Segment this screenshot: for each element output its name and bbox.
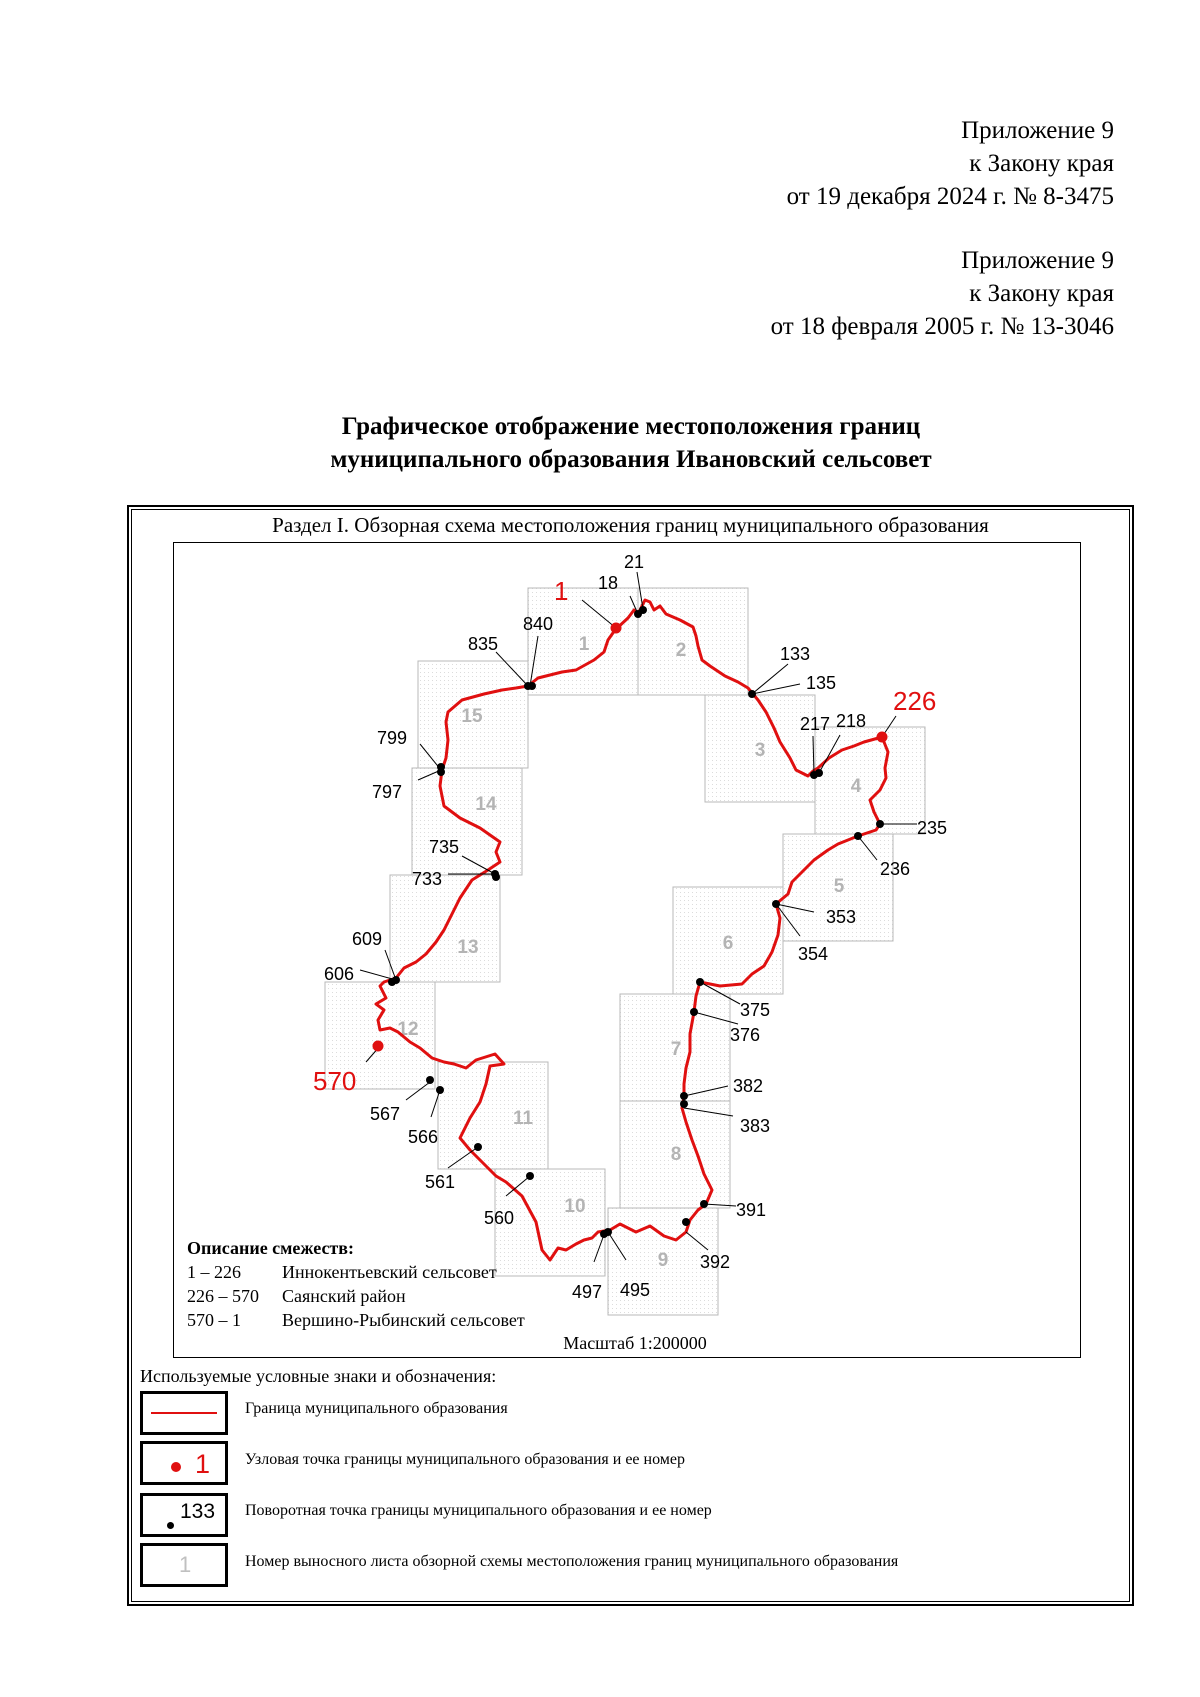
adjacency-range: 226 – 570 xyxy=(187,1286,259,1306)
turn-point-dot xyxy=(474,1143,482,1151)
sheet-label: 9 xyxy=(657,1250,669,1271)
turn-point-label: 799 xyxy=(377,728,408,748)
section-title: Раздел I. Обзорная схема местоположения границ муниципального образования xyxy=(272,513,989,537)
turn-point-dot xyxy=(690,1008,698,1016)
turn-point-dot xyxy=(772,900,780,908)
title-line-1: Графическое отображение местоположения границ xyxy=(341,413,921,440)
adjacency-description xyxy=(187,1236,525,1332)
turn-point-dot xyxy=(600,1230,608,1238)
turn-point-label: 567 xyxy=(370,1104,401,1124)
turn-point-label: 375 xyxy=(740,1000,771,1020)
appendix-law-ref: к Закону края xyxy=(969,150,1114,177)
turn-point-dot xyxy=(437,768,445,776)
turn-point-label: 840 xyxy=(523,614,554,634)
turn-point-label: 797 xyxy=(372,782,403,802)
turn-point-dot xyxy=(526,1172,534,1180)
sheet-label: 3 xyxy=(754,740,766,761)
turn-point-dot xyxy=(700,1200,708,1208)
sheet-grid xyxy=(325,588,925,1315)
legend-text: Поворотная точка границы муниципального образования и ее номер xyxy=(245,1502,712,1519)
sheet-label: 10 xyxy=(564,1196,586,1217)
turn-point-dot xyxy=(436,1086,444,1094)
turn-point-label: 606 xyxy=(324,964,355,984)
map-scale: Масштаб 1:200000 xyxy=(563,1333,707,1353)
turn-point-dot xyxy=(680,1100,688,1108)
legend-symbol-boundary xyxy=(140,1391,228,1435)
sheet-label: 15 xyxy=(461,706,483,727)
sheet-label: 12 xyxy=(397,1019,419,1040)
turn-point-dot xyxy=(492,873,500,881)
node-point-label: 1 xyxy=(554,576,569,606)
sheet-number-symbol: 1 xyxy=(179,1552,192,1577)
turn-point-dot xyxy=(426,1076,434,1084)
sheet-label: 4 xyxy=(850,776,862,797)
appendix-law-date: от 19 декабря 2024 г. № 8-3475 xyxy=(786,183,1114,210)
boundary-line-symbol xyxy=(151,1412,217,1414)
adjacency-row xyxy=(187,1260,525,1284)
legend-symbol-sheet-number xyxy=(140,1543,228,1587)
sheet-label: 1 xyxy=(578,634,590,655)
turn-point-label: 733 xyxy=(412,869,443,889)
adjacency-neighbor: Иннокентьевский сельсовет xyxy=(282,1262,497,1282)
legend-symbol-node-point xyxy=(140,1441,228,1485)
adjacency-range: 1 – 226 xyxy=(187,1262,241,1282)
sheet-label: 7 xyxy=(670,1039,682,1060)
turn-point-label: 609 xyxy=(352,929,383,949)
node-point-label: 226 xyxy=(893,686,937,716)
turn-point-label: 835 xyxy=(468,634,499,654)
turn-point-label: 382 xyxy=(733,1076,764,1096)
legend-text: Номер выносного листа обзорной схемы местоположения границ муниципального образования xyxy=(245,1553,899,1570)
sheet-label: 13 xyxy=(457,937,479,958)
turn-point-dot xyxy=(876,820,884,828)
adjacency-range: 570 – 1 xyxy=(187,1310,241,1330)
turn-point-dot xyxy=(639,606,647,614)
turn-point-label: 392 xyxy=(700,1252,731,1272)
turn-point-label: 735 xyxy=(429,837,460,857)
turn-point-label: 133 xyxy=(780,644,811,664)
sheet-label: 2 xyxy=(675,640,687,661)
sheet-label: 14 xyxy=(475,794,497,815)
node-point-symbol-number: 1 xyxy=(195,1449,211,1479)
turn-point-dot xyxy=(854,832,862,840)
node-point-dot xyxy=(877,732,888,743)
title-line-2: муниципального образования Ивановский сельсовет xyxy=(330,446,932,473)
sheet-label: 6 xyxy=(722,933,734,954)
turn-point-label: 391 xyxy=(736,1200,767,1220)
turn-point-label: 135 xyxy=(806,673,837,693)
turn-point-label: 376 xyxy=(730,1025,761,1045)
turn-point-dot xyxy=(696,978,704,986)
turn-point-label: 236 xyxy=(880,859,911,879)
turn-point-label: 217 xyxy=(800,714,831,734)
turn-point-symbol-number: 133 xyxy=(180,1500,216,1523)
adjacency-neighbor: Вершино-Рыбинский сельсовет xyxy=(282,1310,525,1330)
sheet-label: 11 xyxy=(512,1108,534,1129)
legend-text: Узловая точка границы муниципального образования и ее номер xyxy=(245,1451,686,1468)
appendix-law-ref: к Закону края xyxy=(969,280,1114,307)
turn-point-label: 21 xyxy=(624,552,645,572)
appendix-number: Приложение 9 xyxy=(961,247,1114,274)
appendix-law-date: от 18 февраля 2005 г. № 13-3046 xyxy=(770,313,1114,340)
node-point-symbol xyxy=(171,1462,181,1472)
turn-point-dot xyxy=(682,1218,690,1226)
legend-text: Граница муниципального образования xyxy=(245,1400,508,1417)
turn-point-label: 353 xyxy=(826,907,857,927)
adjacency-title: Описание смежеств: xyxy=(187,1238,354,1258)
legend-symbol-turn-point xyxy=(140,1493,228,1537)
sheet-label: 5 xyxy=(833,876,845,897)
turn-point-label: 18 xyxy=(598,573,619,593)
legend-title: Используемые условные знаки и обозначения: xyxy=(140,1366,497,1386)
turn-point-label: 497 xyxy=(572,1282,603,1302)
turn-point-symbol xyxy=(167,1522,174,1529)
turn-point-label: 218 xyxy=(836,711,867,731)
node-point-label: 570 xyxy=(313,1066,357,1096)
sheet-label: 8 xyxy=(670,1144,682,1165)
turn-point-label: 495 xyxy=(620,1280,651,1300)
turn-point-dot xyxy=(388,978,396,986)
sheet-4 xyxy=(815,727,925,834)
turn-point-dot xyxy=(815,769,823,777)
node-point-dot xyxy=(611,623,622,634)
turn-point-label: 354 xyxy=(798,944,829,964)
turn-point-dot xyxy=(528,682,536,690)
turn-point-label: 235 xyxy=(917,818,948,838)
adjacency-neighbor: Саянский район xyxy=(282,1286,406,1306)
adjacency-row xyxy=(187,1284,525,1308)
node-point-dot xyxy=(373,1041,384,1052)
turn-point-label: 561 xyxy=(425,1172,456,1192)
turn-point-label: 560 xyxy=(484,1208,515,1228)
turn-point-dot xyxy=(748,690,756,698)
turn-point-label: 383 xyxy=(740,1116,771,1136)
turn-point-dot xyxy=(680,1092,688,1100)
turn-point-label: 566 xyxy=(408,1127,439,1147)
adjacency-row xyxy=(187,1308,525,1332)
appendix-number: Приложение 9 xyxy=(961,117,1114,144)
